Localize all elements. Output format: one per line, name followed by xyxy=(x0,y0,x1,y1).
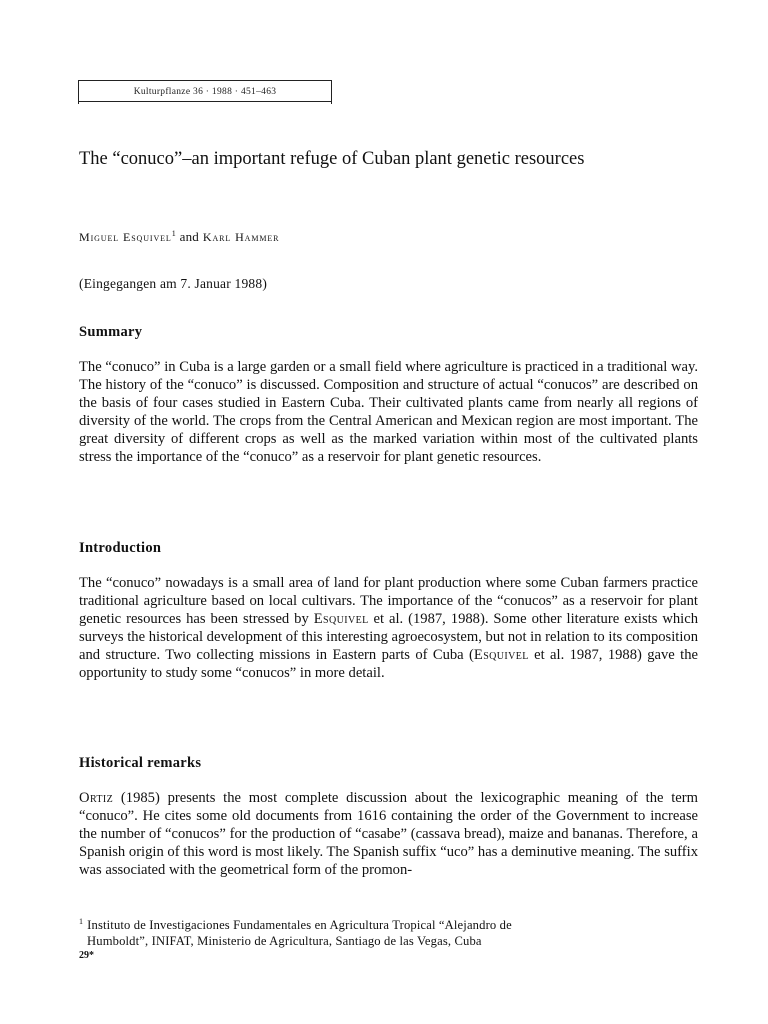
historical-remarks-text: (1985) presents the most complete discussion about the lexicographic meaning of the term “conuco”. He cites some old documents from 1616 containing the order of the Government to increase the number of “conucos” for the production of “casabe” (cassava bread), maize and bananas. Therefore, a Spanish origin of this word is most likely. The Spanish suffix “uco” has a deminutive meaning. The suffix was associated with the geometrical form of the promon- xyxy=(79,790,698,878)
received-date: (Eingegangen am 7. Januar 1988) xyxy=(79,276,268,291)
author-2: Karl Hammer xyxy=(202,230,280,244)
author-conjunction: and xyxy=(179,229,199,244)
author-1-footnote-mark: 1 xyxy=(171,229,176,238)
footnote-mark: 1 xyxy=(79,917,84,926)
article-title: The “conuco”–an important refuge of Cuban plant genetic resources xyxy=(79,149,585,169)
footnote-line-2: Humboldt”, INIFAT, Ministerio de Agricultura, Santiago de las Vegas, Cuba xyxy=(87,934,482,949)
footnote-line-1: Instituto de Investigaciones Fundamentales en Agricultura Tropical “Alejandro de xyxy=(87,918,512,933)
introduction-text-1: The “conuco” nowadays is a small area of land for plant production where some Cuban farmers practice traditional agriculture based on local cultivars. The importance of the “conucos” as a reservoir for plant genetic resources has been stressed by xyxy=(79,575,698,627)
historical-remarks-paragraph xyxy=(79,789,698,879)
authors-line xyxy=(79,229,279,245)
summary-paragraph: The “conuco” in Cuba is a large garden or a small field where agriculture is practiced in a traditional way. The history of the “conuco” is discussed. Composition and structure of actual “conucos” are described on the basis of four cases studied in Eastern Cuba. Their cultivated plants came from nearly all regions of diversity of the world. The crops from the Central American and Mexican region are most important. The great diversity of different crops as well as the marked variation within most of the cultivated plants stress the importance of the “conuco” as a reservoir for plant genetic resources. xyxy=(79,359,698,465)
journal-reference: Kulturpflanze 36 · 1988 · 451–463 xyxy=(133,86,277,97)
journal-reference-box xyxy=(78,80,332,104)
introduction-text-2: et al. (1987, 1988). Some other literature exists which surveys the historical development of this interesting agroecosystem, but not in relation to its composition and structure. Two collecting missions in Eastern parts of Cuba ( xyxy=(79,611,698,663)
introduction-text-3: et al. 1987, 1988) gave the opportunity to study some “conucos” in more detail. xyxy=(79,647,698,681)
citation-esquivel-1: Esquivel xyxy=(313,611,369,627)
signature-mark: 29* xyxy=(79,950,94,961)
citation-ortiz: Ortiz xyxy=(79,790,114,806)
summary-heading: Summary xyxy=(79,324,143,340)
introduction-heading: Introduction xyxy=(79,540,162,556)
citation-esquivel-2: Esquivel xyxy=(473,647,529,663)
footnote xyxy=(79,914,698,949)
historical-remarks-heading: Historical remarks xyxy=(79,755,202,771)
introduction-paragraph xyxy=(79,574,698,682)
author-1: Miguel Esquivel xyxy=(79,230,172,244)
